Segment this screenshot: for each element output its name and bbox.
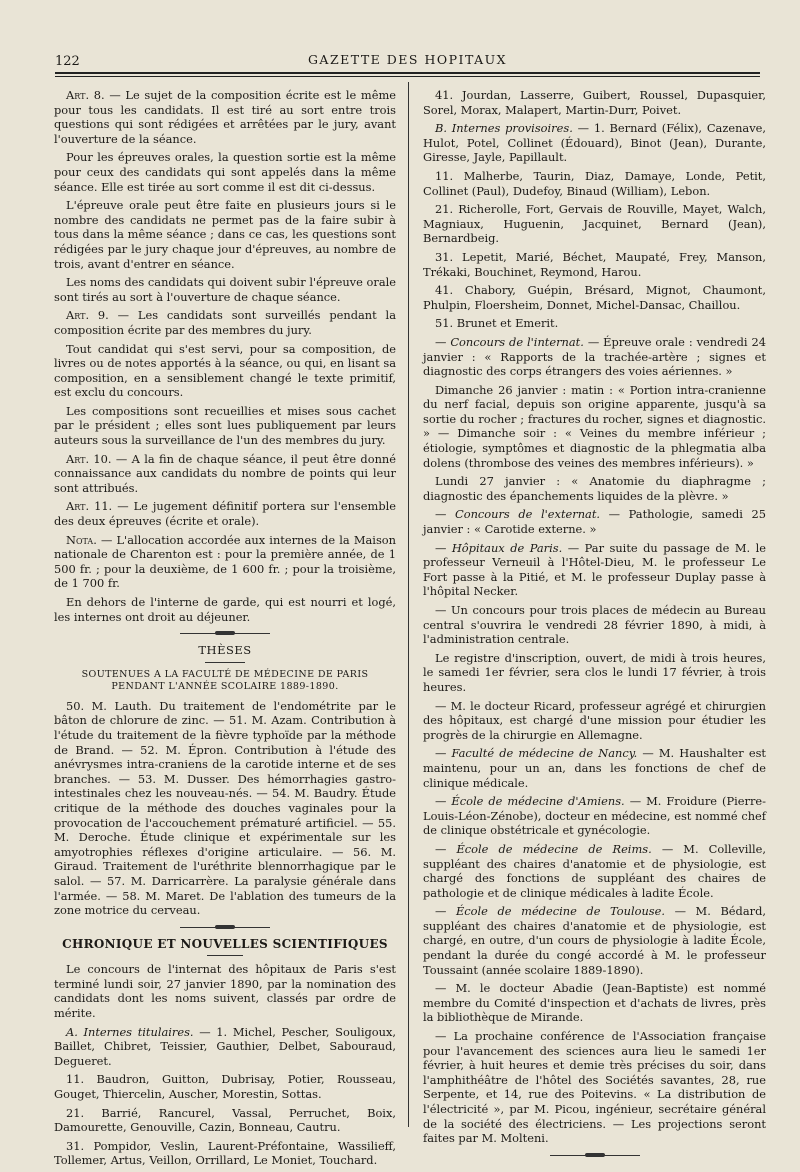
article-paragraph: L'épreuve orale peut être faite en plusieurs jours si le nombre des candidats ne permet pas de la faire subir à tous dans la même séance ; dans ce cas, les questions sont rédigées par le jury chaque jour d'épreuves, au nombre de trois, avant d'entrer en séance. — [54, 198, 396, 271]
page-number: 122 — [55, 54, 80, 69]
article-paragraph: Art. 10. — A la fin de chaque séance, il peut être donné connaissance aux candidats du nombre de points qui leur sont attribués. — [54, 451, 396, 495]
interns-list: 31. Lepetit, Marié, Béchet, Maupaté, Frey, Manson, Trékaki, Bouchinet, Reymond, Harou. — [423, 249, 766, 279]
article-paragraph: Art. 11. — Le jugement définitif portera sur l'ensemble des deux épreuves (écrite et orale). — [54, 499, 396, 529]
news-item: — Concours de l'internat. — Épreuve orale : vendredi 24 janvier : « Rapports de la trachée-artère ; signes et diagnostic des corps étrangers des voies aériennes. » — [423, 334, 766, 379]
news-item: Lundi 27 janvier : « Anatomie du diaphragme ; diagnostic des épanchements liquides de la plèvre. » — [423, 474, 766, 503]
interns-list: A. Internes titulaires. — 1. Michel, Pescher, Souligoux, Baillet, Chibret, Teissier, Gauthier, Delbet, Sabouraud, Degueret. — [54, 1024, 396, 1068]
interns-list: 11. Malherbe, Taurin, Diaz, Damaye, Londe, Petit, Collinet (Paul), Dudefoy, Binaud (William), Lebon. — [423, 168, 766, 198]
news-item: — Concours de l'externat. — Pathologie, samedi 25 janvier : « Carotide externe. » — [423, 507, 766, 537]
article-paragraph: Nota. — L'allocation accordée aux internes de la Maison nationale de Charenton est : pour la première année, de 1 500 fr. ; pour la deuxième, de 1 600 fr. ; pour la troisième, de 1 700 fr. — [54, 532, 396, 591]
news-item: — La prochaine conférence de l'Association française pour l'avancement des sciences aura lieu le samedi 1er février, à huit heures et demie très précises du soir, dans l'amphithéâtre de l'hôtel des Sociétés savantes, 28, rue Serpente, et 14, rue des Poitevins. « La distribution de l'électricité », par M. Picou, ingénieur, secrétaire général de la société des électriciens. — Les projections seront faites par M. Molteni. — [423, 1029, 766, 1146]
left-column — [54, 88, 396, 1172]
theses-subtitle: SOUTENUES A LA FACULTÉ DE MÉDECINE DE PARIS PENDANT L'ANNÉE SCOLAIRE 1889-1890. — [81, 668, 369, 692]
column-divider — [408, 82, 409, 1127]
chronique-title: CHRONIQUE ET NOUVELLES SCIENTIFIQUES — [62, 936, 388, 951]
interns-list: B. Internes provisoires. — 1. Bernard (Félix), Cazenave, Hulot, Potel, Collinet (Édouard), Binot (Jean), Durante, Giresse, Jayle, Papillault. — [423, 121, 767, 165]
article-paragraph: En dehors de l'interne de garde, qui est nourri et logé, les internes ont droit au déjeuner. — [54, 595, 396, 624]
news-item: — École de médecine d'Amiens. — M. Froidure (Pierre-Louis-Léon-Zénobe), docteur en médecine, est nommé chef de clinique obstétricale et gynécologie. — [423, 794, 767, 838]
section-ornament — [550, 1153, 640, 1158]
section-ornament — [180, 631, 270, 636]
title-rule — [205, 662, 245, 663]
news-item: — Hôpitaux de Paris. — Par suite du passage de M. le professeur Verneuil à l'Hôtel-Dieu, M. le professeur Le Fort passe à la Pitié, et M. le professeur Duplay passe à l'hôpital Necker. — [423, 540, 767, 599]
header-rule-thin — [55, 76, 760, 77]
header-rule — [55, 72, 760, 74]
title-rule — [207, 955, 243, 956]
news-item: — M. le docteur Abadie (Jean-Baptiste) est nommé membre du Comité d'inspection et d'achats de livres, près la bibliothèque de Mirande. — [423, 981, 766, 1025]
news-item: — École de médecine de Toulouse. — M. Bédard, suppléant des chaires d'anatomie et de physiologie, est chargé, en outre, d'un cours de physiologie à ladite École, pendant la durée du congé accordé à M. le professeur Toussaint (année scolaire 1889-1890). — [423, 904, 766, 977]
page-header — [55, 48, 760, 70]
article-paragraph: Les noms des candidats qui doivent subir l'épreuve orale sont tirés au sort à l'ouverture de chaque séance. — [54, 275, 396, 304]
interns-list: 41. Chabory, Guépin, Brésard, Mignot, Chaumont, Phulpin, Floersheim, Donnet, Michel-Dansac, Chaillou. — [423, 283, 766, 312]
interns-list: 51. Brunet et Emerit. — [435, 316, 559, 331]
article-paragraph: Les compositions sont recueillies et mises sous cachet par le président ; elles sont lues publiquement par leurs auteurs sous la surveillance de l'un des membres du jury. — [54, 403, 396, 448]
theses-list: 50. M. Lauth. Du traitement de l'endométrite par le bâton de chlorure de zinc. — 51. M. Azam. Contribution à l'étude du traitement de la fièvre typhoïde par la méthode de Brand. — 52. M. Épron. Contribution à l'étude des anévrysmes intra-craniens de la carotide interne et de ses branches. — 53. M. Dusser. Des hémorrhagies gastro-intestinales chez les nouveau-nés. — 54. M. Baudry. Étude critique de la méthode des douches vaginales pour la provocation de l'accouchement prématuré artificiel. — 55. M. Deroche. Étude clinique et expérimentale sur les amyotrophies réflexes d'origine articulaire. — 56. M. Giraud. Traitement de l'uréthrite blennorrhagique par le salol. — 57. M. Darricarrère. La paralysie générale dans l'armée. — 58. M. Maret. De l'ablation des tumeurs de la zone motrice du cerveau. — [54, 698, 396, 918]
article-paragraph: Le concours de l'internat des hôpitaux de Paris s'est terminé lundi soir, 27 janvier 1890, par la nomination des candidats dont les noms suivent, classés par ordre de mérite. — [54, 962, 396, 1021]
news-item: — M. le docteur Ricard, professeur agrégé et chirurgien des hôpitaux, est chargé d'une mission pour étudier les progrès de la chirurgie en Allemagne. — [423, 698, 766, 742]
news-item: Le registre d'inscription, ouvert, de midi à trois heures, le samedi 1er février, sera clos le lundi 17 février, à trois heures. — [423, 650, 766, 694]
interns-list: 41. Jourdan, Lasserre, Guibert, Roussel, Dupasquier, Sorel, Morax, Malapert, Martin-Durr, Poivet. — [423, 88, 766, 117]
article-paragraph: Art. 9. — Les candidats sont surveillés pendant la composition écrite par des membres du jury. — [54, 308, 396, 337]
section-ornament — [180, 925, 270, 930]
theses-title: THÈSES — [198, 643, 252, 658]
article-paragraph: Art. 8. — Le sujet de la composition écrite est le même pour tous les candidats. Il est tiré au sort entre trois questions qui sont rédigées et arrêtées par le jury, avant l'ouverture de la séance. — [54, 88, 397, 146]
interns-list: 21. Barrié, Rancurel, Vassal, Perruchet, Boix, Damourette, Genouville, Cazin, Bonneau, Cautru. — [54, 1105, 396, 1135]
article-paragraph: Tout candidat qui s'est servi, pour sa composition, de livres ou de notes apportés à la séance, ou qui, en lisant sa composition, en a sensiblement changé le texte primitif, est exclu du concours. — [54, 341, 396, 400]
news-item: — Un concours pour trois places de médecin au Bureau central s'ouvrira le vendredi 28 février 1890, à midi, à l'administration centrale. — [423, 603, 766, 647]
interns-list: 11. Baudron, Guitton, Dubrisay, Potier, Rousseau, Gouget, Thiercelin, Auscher, Morestin, Sottas. — [54, 1072, 396, 1102]
article-paragraph: Pour les épreuves orales, la question sortie est la même pour ceux des candidats qui sont appelés dans la même séance. Elle est tirée au sort comme il est dit ci-dessus. — [54, 150, 396, 194]
news-item: — École de médecine de Reims. — M. Colleville, suppléant des chaires d'anatomie et de physiologie, est chargé des fonctions de suppléant des chaires de pathologie et de clinique médicales à ladite École. — [423, 841, 766, 900]
interns-list: 21. Richerolle, Fort, Gervais de Rouville, Mayet, Walch, Magniaux, Huguenin, Jacquinet, Bernard (Jean), Bernardbeig. — [423, 202, 766, 246]
interns-list: 31. Pompidor, Veslin, Laurent-Préfontaine, Wassilieff, Tollemer, Artus, Veillon, Orrillard, Le Moniet, Touchard. — [54, 1138, 396, 1168]
news-item: Dimanche 26 janvier : matin : « Portion intra-cranienne du nerf facial, depuis son origine apparente, jusqu'à sa sortie du rocher ; fractures du rocher, signes et diagnostic. » — Dimanche soir : « Veines du membre inférieur ; étiologie, symptômes et diagnostic de la phlegmatia alba dolens (thrombose des veines des membres inférieurs). » — [423, 382, 766, 470]
news-item: — Faculté de médecine de Nancy. — M. Haushalter est maintenu, pour un an, dans les fonctions de chef de clinique médicale. — [423, 746, 766, 790]
right-column — [423, 88, 766, 1165]
journal-title: GAZETTE DES HOPITAUX — [307, 52, 508, 67]
